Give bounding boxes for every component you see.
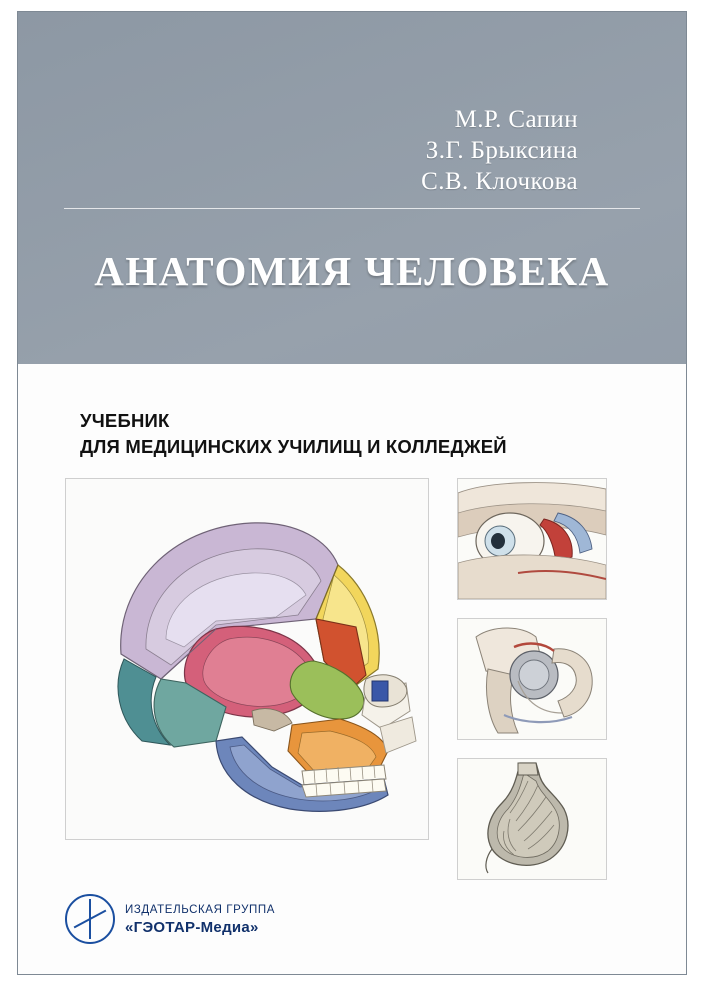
subtitle-line-2: ДЛЯ МЕДИЦИНСКИХ УЧИЛИЩ И КОЛЛЕДЖЕЙ <box>80 436 507 457</box>
illustration-group <box>65 478 625 878</box>
stomach-svg <box>458 759 606 879</box>
divider-rule <box>64 208 640 209</box>
stomach-internal-view-illustration <box>457 758 607 880</box>
author-name-2: З.Г. Брыксина <box>425 137 578 164</box>
author-name-3: С.В. Клочкова <box>421 168 578 195</box>
orbit-eye-cross-section-illustration <box>457 478 607 600</box>
cover-top-section <box>18 12 686 364</box>
publisher-group-label: ИЗДАТЕЛЬСКАЯ ГРУППА <box>125 904 276 916</box>
book-subtitle <box>80 408 507 460</box>
cover-bottom-section <box>18 364 686 974</box>
author-list <box>421 104 578 197</box>
subtitle-line-1: УЧЕБНИК <box>80 410 170 431</box>
author-name-1: М.Р. Сапин <box>454 106 578 133</box>
shoulder-joint-section-illustration <box>457 618 607 740</box>
publisher-text <box>125 902 275 936</box>
skull-svg <box>66 479 428 839</box>
eye-section-svg <box>458 479 606 599</box>
publisher-block <box>65 894 275 944</box>
skull-lateral-view-illustration <box>65 478 429 840</box>
joint-section-svg <box>458 619 606 739</box>
publisher-logo-icon <box>65 894 115 944</box>
book-title: АНАТОМИЯ ЧЕЛОВЕКА <box>94 248 610 294</box>
book-cover <box>18 12 686 974</box>
publisher-name: «ГЭОТАР-Медиа» <box>125 919 259 936</box>
